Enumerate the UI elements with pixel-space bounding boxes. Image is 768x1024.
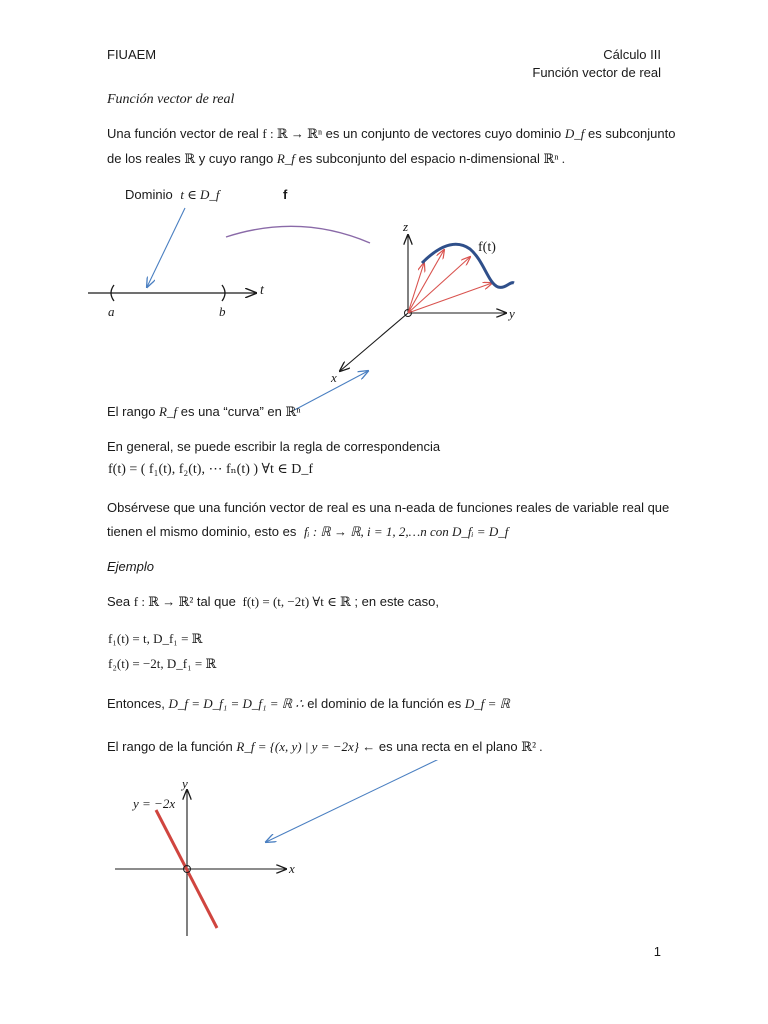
a-label: a	[108, 304, 115, 319]
line-pointer-arrow	[266, 760, 441, 842]
intro-text-f: es subconjunto del espacio n-dimensional	[298, 151, 540, 166]
example-rango-math-a: R_f = {(x, y) | y = −2x} ←	[236, 739, 376, 754]
z-axis-label: z	[403, 219, 409, 234]
figure-domain-to-range	[0, 175, 768, 410]
rango-math-2: ℝⁿ	[285, 404, 301, 419]
rango-math: R_f	[159, 404, 178, 419]
example-title: Ejemplo	[107, 559, 154, 574]
rango-text-a: El rango	[107, 404, 156, 419]
t-axis-label: t	[260, 283, 264, 298]
intro-text-e: y cuyo rango	[198, 151, 274, 166]
example-rango-text-b: es una recta en el plano	[378, 739, 518, 754]
mapping-arc	[226, 226, 370, 243]
entonces-text-b: el dominio de la función es	[307, 696, 462, 711]
example-f2: f₂(t) = −2t, D_f₁ = ℝ	[108, 656, 217, 671]
observe-math: fᵢ : ℝ → ℝ, i = 1, 2,…n con D_fᵢ = D_f	[303, 524, 509, 539]
line-label: y = −2x	[133, 796, 176, 811]
header-right-line1: Cálculo III	[603, 47, 661, 62]
domain-pointer-arrow	[147, 208, 185, 287]
plot-y-label: y	[182, 776, 188, 791]
header-right-line2: Función vector de real	[532, 65, 661, 80]
b-label: b	[219, 304, 226, 319]
figure-line-plot	[0, 760, 768, 950]
intro-text-a: Una función vector de real	[107, 126, 259, 141]
sea-text-c: ; en este caso,	[354, 594, 439, 609]
header-left: FIUAEM	[107, 47, 157, 62]
page-number: 1	[653, 944, 661, 959]
example-rango-math-b: ℝ² .	[521, 739, 543, 754]
section-title: Función vector de real	[107, 92, 235, 107]
domain-label-wrap	[125, 187, 220, 203]
example-f1: f₁(t) = t, D_f₁ = ℝ	[108, 631, 203, 646]
example-rango	[107, 739, 542, 755]
observe-text: tienen el mismo dominio, esto es	[107, 524, 297, 539]
rango-text-b: es una “curva” en	[180, 404, 282, 419]
x-axis	[340, 313, 408, 371]
intro-line-2	[107, 151, 565, 167]
ft-label: f(t)	[478, 240, 496, 255]
plot-x-label: x	[289, 861, 295, 876]
general-text: En general, se puede escribir la regla de correspondencia	[107, 439, 441, 454]
entonces-math-a: D_f = D_f₁ = D_f₁ = ℝ ∴	[168, 696, 304, 711]
intro-text-d: de los reales	[107, 151, 181, 166]
entonces-text-a: Entonces,	[107, 696, 165, 711]
f-label: f	[283, 187, 288, 202]
curve-ft	[422, 244, 514, 287]
intro-text-b: es un conjunto de vectores cuyo dominio	[325, 126, 562, 141]
observe-line-2	[107, 524, 508, 540]
vector-4	[408, 283, 492, 313]
intro-text-c: es subconjunto	[588, 126, 676, 141]
entonces-math-b: D_f = ℝ	[464, 696, 510, 711]
intro-math-d: R_f	[276, 151, 295, 166]
example-entonces	[107, 696, 510, 712]
domain-label: Dominio	[125, 187, 173, 202]
example-rango-text-a: El rango de la función	[107, 739, 233, 754]
rango-line	[107, 404, 300, 420]
sea-math-b: f(t) = (t, −2t) ∀t ∈ ℝ	[242, 594, 351, 609]
domain-math: t ∈ D_f	[180, 187, 220, 202]
example-sea-line	[107, 594, 439, 610]
intro-line-1	[107, 126, 675, 142]
y-axis-label: y	[509, 306, 515, 321]
general-formula: f(t) = ( f₁(t), f₂(t), ⋯ fₙ(t) ) ∀t ∈ D_f	[108, 462, 314, 477]
sea-math-a: f : ℝ → ℝ²	[133, 594, 194, 609]
intro-math-b: D_f	[564, 126, 585, 141]
intro-math-e: ℝⁿ .	[543, 151, 565, 166]
intro-math-a: f : ℝ → ℝⁿ	[262, 126, 323, 141]
intro-math-c: ℝ	[184, 151, 196, 166]
sea-text-a: Sea	[107, 594, 131, 609]
x-axis-label: x	[331, 370, 337, 385]
observe-line-1: Obsérvese que una función vector de real es una n-eada de funciones reales de variable real que	[107, 500, 670, 515]
sea-text-b: tal que	[196, 594, 236, 609]
